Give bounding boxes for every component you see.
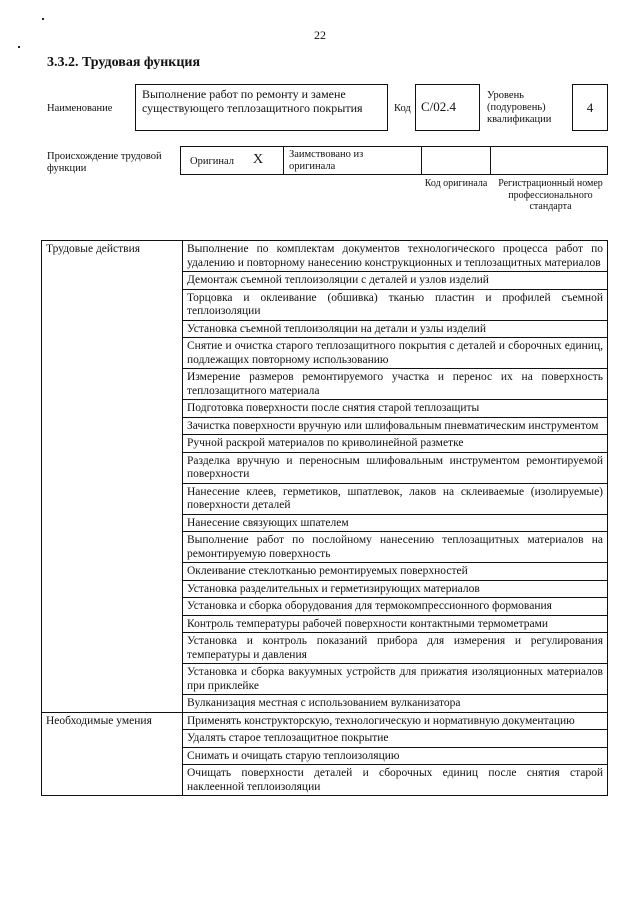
table-item: Оклеивание стеклотканью ремонтируемых поверхностей [183,563,607,581]
page-number: 22 [314,28,326,42]
code-value-box [415,84,480,131]
section-heading: Трудовые действия [42,241,183,713]
table-section-row [42,241,608,713]
code-caption: Код оригинала [424,178,488,189]
origin-divider-3 [490,146,491,175]
name-value: Выполнение работ по ремонту и замене существующего теплозащитного покрытия [142,87,363,115]
table-item: Установка и сборка оборудования для термокомпрессионного формования [183,598,607,616]
level-label: Уровень (подуровень) квалификации [487,90,552,125]
code-value: С/02.4 [421,99,457,114]
table-item: Очищать поверхности деталей и сборочных единиц после снятия старой наклеенной теплоизоляции [187,767,603,793]
table-item: Установка разделительных и герметизирующих материалов [183,581,607,599]
table-item: Демонтаж съемной теплоизоляции с деталей и узлов изделий [183,272,607,290]
name-value-box [135,84,388,131]
level-value-box [572,84,608,131]
table-item: Установка съемной теплоизоляции на детали и узлы изделий [183,321,607,339]
table-item: Выполнение работ по послойному нанесению теплозащитных материалов на ремонтируемую поверхность [183,532,607,563]
table-item: Установка и контроль показаний прибора для измерения и регулирования температуры и давления [183,633,607,664]
origin-label: Происхождение трудовой функции [47,151,162,174]
origin-divider-2 [421,146,422,175]
table-item: Выполнение по комплектам документов технологического процесса работ по удалению и повторному нанесению конструкционных и теплозащитных материалов [183,241,607,272]
section-items [183,712,608,796]
original-mark: X [253,152,264,167]
scan-dot [42,18,44,20]
section-heading: Необходимые умения [42,712,183,796]
table-section-row [42,712,608,796]
table-item: Торцовка и оклеивание (обшивка) тканью пластин и профилей съемной теплоизоляции [183,290,607,321]
table-item: Нанесение связующих шпателем [183,515,607,533]
table-item: Установка и сборка вакуумных устройств для прижатия изоляционных материалов при приклейке [183,664,607,695]
scan-dot [18,46,20,48]
table-item: Контроль температуры рабочей поверхности контактными термометрами [183,616,607,634]
table-item: Ручной раскрой материалов по криволинейной разметке [183,435,607,453]
table-item: Подготовка поверхности после снятия старой теплозащиты [183,400,607,418]
origin-divider-1 [283,146,284,175]
code-label: Код [394,103,411,114]
section-title: 3.3.2. Трудовая функция [47,55,201,70]
table-item: Применять конструкторскую, технологическую и нормативную документацию [183,713,607,731]
original-label: Оригинал [190,156,234,167]
labor-function-table [41,240,608,796]
borrowed-label: Заимствовано из оригинала [289,149,364,172]
table-item: Снятие и очистка старого теплозащитного покрытия с деталей и сборочных единиц, подлежащих повторному использованию [183,338,607,369]
table-item: Нанесение клеев, герметиков, шпатлевок, лаков на склеиваемые (изолируемые) поверхности деталей [183,484,607,515]
table-item: Измерение размеров ремонтируемого участка и перенос их на поверхность теплозащитного материала [183,369,607,400]
table-item: Вулканизация местная с использованием вулканизатора [187,697,461,709]
level-value: 4 [586,100,594,115]
table-item: Зачистка поверхности вручную или шлифовальным пневматическим инструментом [183,418,607,436]
reg-caption: Регистрационный номер профессионального стандарта [498,178,603,212]
name-label: Наименование [47,103,113,114]
table-item: Разделка вручную и переносным шлифовальным инструментом ремонтируемой поверхности [183,453,607,484]
origin-box [180,146,608,175]
table-item: Снимать и очищать старую теплоизоляцию [183,748,607,766]
section-items [183,241,608,713]
table-item: Удалять старое теплозащитное покрытие [183,730,607,748]
